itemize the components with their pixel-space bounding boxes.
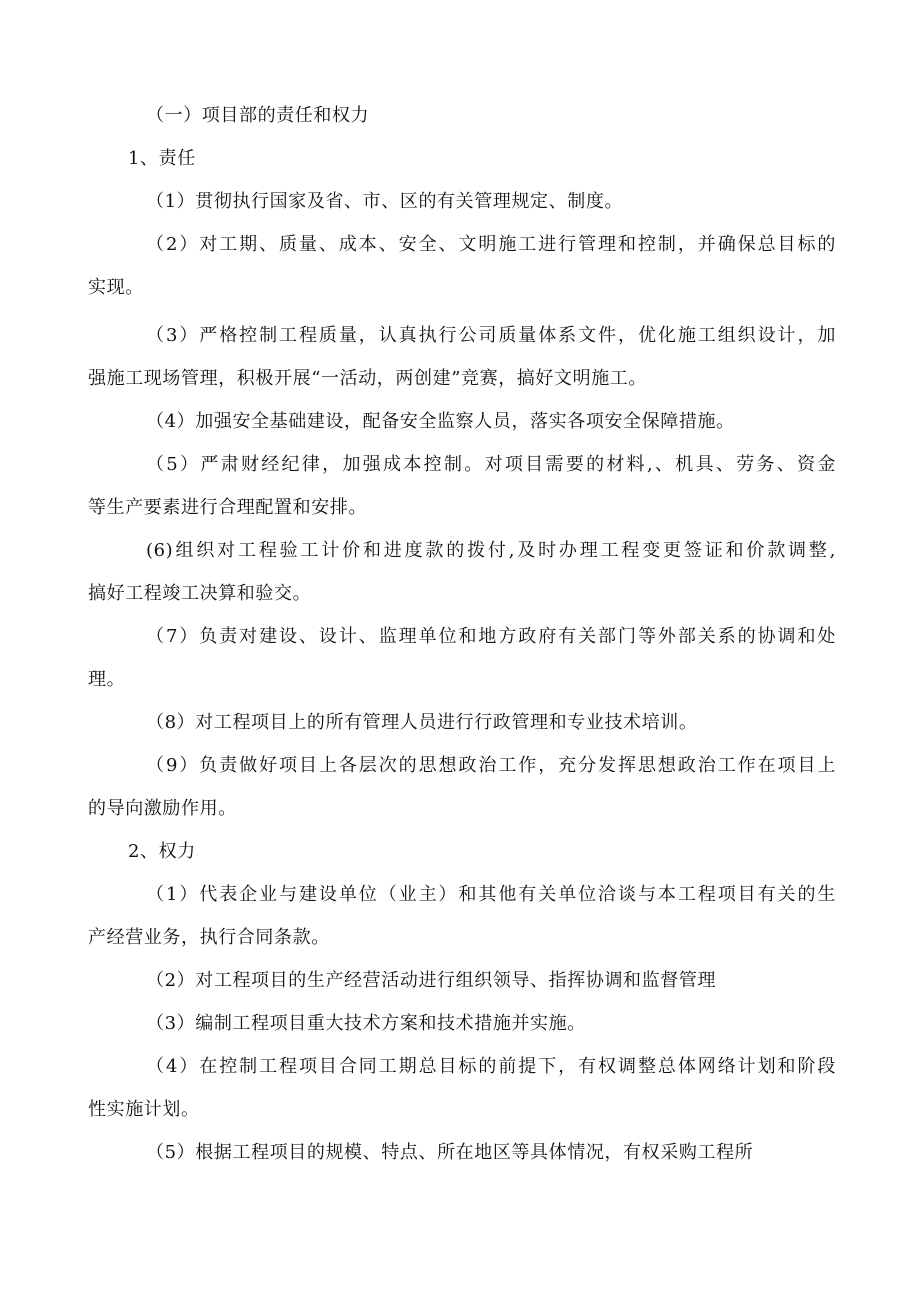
power-item-1-line-1: （1）代表企业与建设单位（业主）和其他有关单位洽谈与本工程项目有关的生: [146, 884, 836, 905]
responsibility-item-2-line-1: （2）对工期、质量、成本、安全、文明施工进行管理和控制，并确保总目标的: [146, 234, 836, 255]
power-item-2: （2）对工程项目的生产经营活动进行组织领导、指挥协调和监督管理: [146, 970, 717, 991]
responsibility-item-8: （8）对工程项目上的所有管理人员进行行政管理和专业技术培训。: [146, 712, 698, 733]
power-item-3: （3）编制工程项目重大技术方案和技术措施并实施。: [146, 1013, 586, 1034]
section-heading: （一）项目部的责任和权力: [146, 105, 370, 126]
responsibility-item-3-line-1: （3）严格控制工程质量，认真执行公司质量体系文件，优化施工组织设计，加: [146, 325, 836, 346]
responsibility-item-2-line-2: 实现。: [88, 277, 144, 298]
responsibility-item-7-line-2: 理。: [88, 669, 126, 690]
responsibility-item-5-line-2: 等生产要素进行合理配置和安排。: [88, 497, 367, 518]
responsibility-item-7-line-1: （7）负责对建设、设计、监理单位和地方政府有关部门等外部关系的协调和处: [146, 626, 836, 647]
part1-heading: 1、责任: [128, 148, 196, 169]
responsibility-item-1: （1）贯彻执行国家及省、市、区的有关管理规定、制度。: [146, 191, 624, 212]
power-item-5-line-1: （5）根据工程项目的规模、特点、所在地区等具体情况，有权采购工程所: [146, 1142, 754, 1163]
responsibility-item-9-line-1: （9）负责做好项目上各层次的思想政治工作，充分发挥思想政治工作在项目上: [146, 755, 836, 776]
responsibility-item-5-line-1: （5）严肃财经纪律，加强成本控制。对项目需要的材料,、机具、劳务、资金: [146, 454, 836, 475]
responsibility-item-6-line-2: 搞好工程竣工决算和验交。: [88, 583, 312, 604]
responsibility-item-3-line-2: 强施工现场管理，积极开展“一活动，两创建”竞赛，搞好文明施工。: [88, 368, 648, 389]
responsibility-item-4: （4）加强安全基础建设，配备安全监察人员，落实各项安全保障措施。: [146, 411, 735, 432]
power-item-4-line-1: （4）在控制工程项目合同工期总目标的前提下，有权调整总体网络计划和阶段: [146, 1056, 836, 1077]
responsibility-item-9-line-2: 的导向激励作用。: [88, 798, 237, 819]
part2-heading: 2、权力: [128, 841, 196, 862]
power-item-1-line-2: 产经营业务，执行合同条款。: [88, 927, 330, 948]
power-item-4-line-2: 性实施计划。: [88, 1099, 200, 1120]
responsibility-item-6-line-1: (6)组织对工程验工计价和进度款的拨付,及时办理工程变更签证和价款调整,: [146, 540, 836, 561]
